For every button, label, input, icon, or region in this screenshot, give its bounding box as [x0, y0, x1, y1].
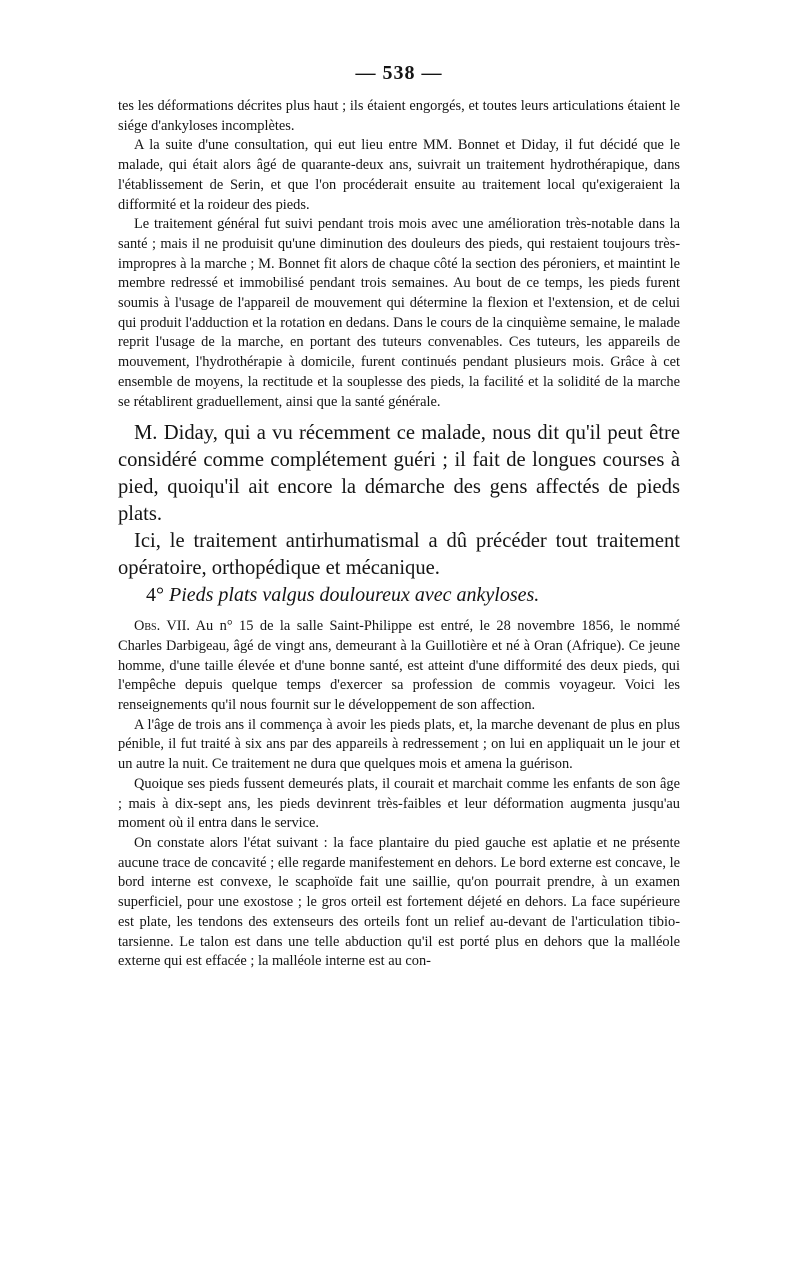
text-block-bottom [118, 617, 680, 972]
paragraph-large: Ici, le traitement antirhumatismal a dû précéder tout traitement opératoire, orthopédique et mécanique. [118, 530, 680, 580]
paragraph: tes les déformations décrites plus haut ; ils étaient engorgés, et toutes leurs articulations étaient le siége d'ankyloses incomplètes. [118, 98, 680, 134]
page-number: — 538 — [355, 62, 443, 84]
paragraph-large: M. Diday, qui a vu récemment ce malade, nous dit qu'il peut être considéré comme complétement guéri ; il fait de longues courses à pied, quoiqu'il ait encore la démarche des gens affectés de pieds plats. [118, 422, 680, 526]
paragraph: A la suite d'une consultation, qui eut lieu entre MM. Bonnet et Diday, il fut décidé que le malade, qui était alors âgé de quarante-deux ans, suivrait un traitement hydrothérapique, dans l'établissement de Serin, et que l'on procéderait ensuite au traitement local qu'exigeraient la difformité et la roideur des pieds. [118, 137, 680, 213]
observation-paragraph [118, 617, 680, 716]
paragraph: Quoique ses pieds fussent demeurés plats, il courait et marchait comme les enfants de son âge ; mais à dix-sept ans, les pieds devinrent très-faibles et leur déformation augmenta jusqu'au moment où il entra dans le service. [118, 775, 680, 832]
text-block-large [118, 420, 680, 582]
paragraph: A l'âge de trois ans il commença à avoir les pieds plats, et, la marche devenant de plus en plus pénible, il fut traité à six ans par des appareils à redressement ; on lui en appliquait un le jour et un autre la nuit. Ce traitement ne dura que quelques mois et amena la guérison. [118, 716, 680, 773]
section-heading [118, 582, 680, 609]
document-page [118, 62, 680, 972]
observation-text: Au n° 15 de la salle Saint-Philippe est entré, le 28 novembre 1856, le nommé Charles Darbigeau, âgé de vingt ans, demeurant à la Guillotière et né à Oran (Afrique). Ce jeune homme, d'une taille élevée et d'une bonne santé, est atteint d'une difformité des deux pieds, qui l'empêche depuis quelque temps d'exercer sa profession de commis voyageur. Voici les renseignements qu'il nous fournit sur le développement de son affection. [118, 618, 680, 714]
section-number: 4° [146, 584, 164, 607]
observation-label: Obs. VII. [134, 618, 190, 635]
paragraph: On constate alors l'état suivant : la face plantaire du pied gauche est aplatie et ne présente aucune trace de concavité ; elle regarde manifestement en dehors. Le bord externe est concave, le bord interne est convexe, le scaphoïde fait une saillie, qu'on pourrait prendre, à un examen superficiel, pour une exostose ; le gros orteil est fortement déjeté en dehors. La face supérieure est plate, les tendons des extenseurs des orteils font un relief au-devant de l'articulation tibio-tarsienne. Le talon est dans une telle abduction qu'il est porté plus en dehors que la malléole externe qui est effacée ; la malléole interne est au con- [118, 834, 680, 970]
paragraph: Le traitement général fut suivi pendant trois mois avec une amélioration très-notable dans la santé ; mais il ne produisit qu'une diminution des douleurs des pieds, qui restaient toujours très-impropres à la marche ; M. Bonnet fit alors de chaque côté la section des péroniers, et maintint le membre redressé et immobilisé pendant trois semaines. Au bout de ce temps, les pieds furent soumis à l'usage de l'appareil de mouvement qui détermine la flexion et l'extension, et de celui qui produit l'adduction et la rotation en dedans. Dans le cours de la cinquième semaine, le malade reprit l'usage de la marche, en portant des tuteurs convenables. Ces tuteurs, les appareils de mouvement, l'hydrothérapie à domicile, furent continués pendant plusieurs mois. Grâce à cet ensemble de moyens, la rectitude et la souplesse des pieds, la facilité et la solidité de la marche se rétablirent graduellement, ainsi que la santé générale. [118, 216, 680, 410]
section-title: Pieds plats valgus douloureux avec ankyloses. [169, 584, 540, 607]
text-block-top [118, 97, 680, 412]
